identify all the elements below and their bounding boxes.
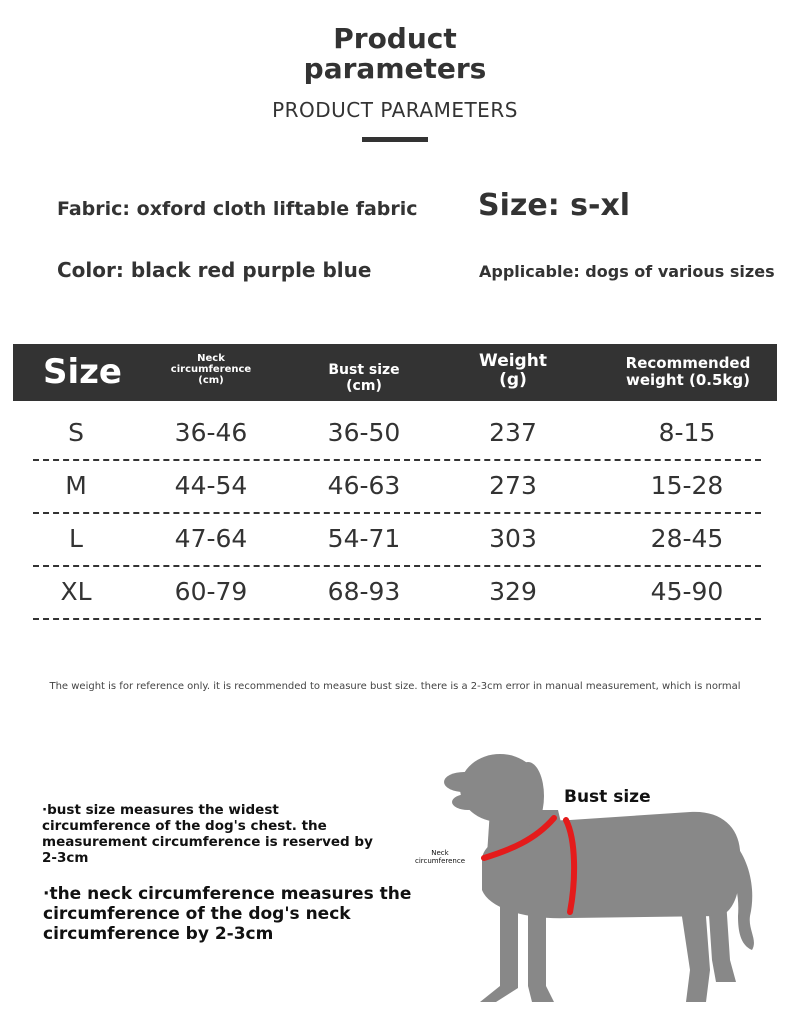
measurement-note: The weight is for reference only. it is recommended to measure bust size. there is a 2-3cm error in manual measurement, which is normal xyxy=(49,681,741,692)
size-table-header xyxy=(13,344,777,401)
table-row xyxy=(33,565,761,620)
cell-recommended: 8-15 xyxy=(658,418,716,447)
header-bust: Bust size (cm) xyxy=(328,362,400,394)
header-neck: Neck circumference (cm) xyxy=(170,353,252,386)
cell-neck: 36-46 xyxy=(174,418,248,447)
cell-size: M xyxy=(65,471,87,500)
page-subtitle: PRODUCT PARAMETERS xyxy=(272,98,518,122)
header-size: Size xyxy=(43,352,122,392)
cell-bust: 36-50 xyxy=(327,418,401,447)
applicable-spec: Applicable: dogs of various sizes xyxy=(479,262,775,281)
cell-bust: 54-71 xyxy=(327,524,401,553)
cell-neck: 44-54 xyxy=(174,471,248,500)
neck-circumference-label: Neck circumference xyxy=(414,849,465,865)
cell-bust: 68-93 xyxy=(327,577,401,606)
color-spec: Color: black red purple blue xyxy=(57,258,372,282)
cell-weight: 237 xyxy=(489,418,537,447)
size-spec: Size: s-xl xyxy=(478,188,631,223)
header-weight: Weight (g) xyxy=(479,351,547,390)
table-row xyxy=(33,512,761,567)
dog-diagram xyxy=(420,740,780,1020)
cell-weight: 303 xyxy=(489,524,537,553)
table-row xyxy=(33,459,761,514)
fabric-spec: Fabric: oxford cloth liftable fabric xyxy=(57,198,418,220)
header-recommended-weight: Recommended weight (0.5kg) xyxy=(625,354,751,389)
cell-size: XL xyxy=(60,577,92,606)
table-row xyxy=(33,406,761,461)
cell-size: L xyxy=(69,524,83,553)
cell-neck: 47-64 xyxy=(174,524,248,553)
cell-recommended: 28-45 xyxy=(650,524,724,553)
title-underline xyxy=(362,137,428,142)
cell-neck: 60-79 xyxy=(174,577,248,606)
cell-recommended: 45-90 xyxy=(650,577,724,606)
cell-size: S xyxy=(68,418,84,447)
cell-weight: 329 xyxy=(489,577,537,606)
page-title-line1: Product xyxy=(333,22,457,55)
cell-weight: 273 xyxy=(489,471,537,500)
cell-bust: 46-63 xyxy=(327,471,401,500)
page-title-line2: parameters xyxy=(303,52,487,85)
neck-description: ·the neck circumference measures the circumference of the dog's neck circumference by 2-3cm xyxy=(43,884,412,944)
bust-description: ·bust size measures the widest circumference of the dog's chest. the measurement circumference is reserved by 2-3cm xyxy=(42,802,373,866)
bust-size-label: Bust size xyxy=(564,787,651,807)
cell-recommended: 15-28 xyxy=(650,471,724,500)
